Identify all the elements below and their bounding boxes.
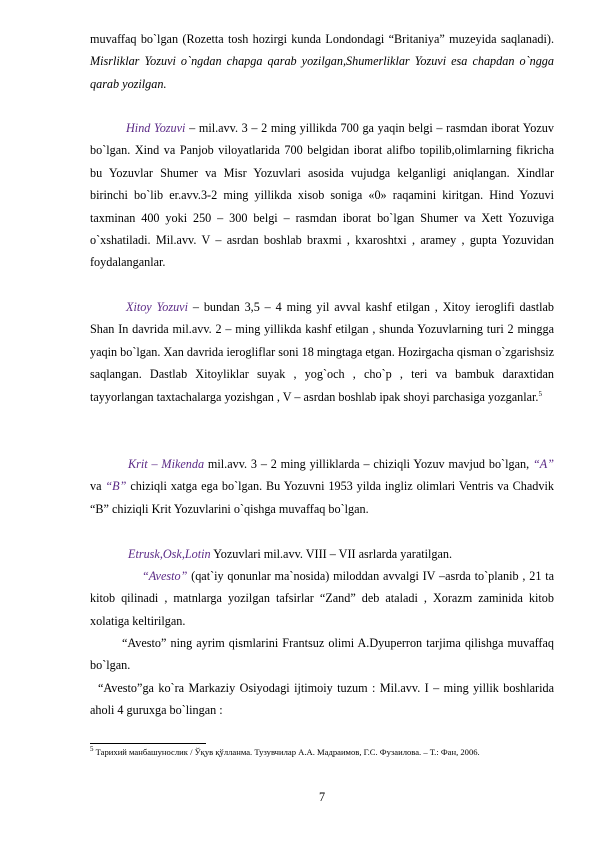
paragraph-krit-mikenda: [90, 453, 554, 520]
italic-note: Misrliklar Yozuvi o`ngdan chapga qarab yozilgan,Shumerliklar Yozuvi esa chapdan o`ngga qarab yozilgan.: [90, 54, 554, 91]
term-b: “B”: [105, 479, 127, 494]
footnote-ref[interactable]: 5: [538, 389, 542, 398]
term-a: “A”: [532, 457, 554, 471]
paragraph-avesto-dyuperron: [90, 632, 554, 677]
text-span: Yozuvlari mil.avv. VIII – VII asrlarda yaratilgan.: [210, 547, 453, 561]
text-span: (qat`iy qonunlar ma`nosida) miloddan avvalgi IV –asrda to`planib , 21 ta kitob qilinadi , matnlarga yozilgan tafsirlar “Zand” deb ataladi , Xorazm zaminida kitob xolatiga keltirilgan.: [90, 569, 554, 628]
text-span: – mil.avv. 3 – 2 ming yillikda 700 ga yaqin belgi – rasmdan iborat Yozuv bo`lgan. Xind va Panjob viloyatlarida 700 belgidan iborat alifbo topilib,olimlarning fikricha bu Yozuvlar Shumer va Misr Yozuvlari asosida vujudga kelganligi aniqlangan. Xindlar birinchi bo`lib er.avv.3-2 ming yillikda xisob soniga «0» raqamini kiritgan. Hind Yozuvi taxminan 400 yoki 250 – 300 belgi – rasmdan iborat bo`lgan Shumer va Xett Yozuviga o`xshatiladi. Mil.avv. V – asrdan boshlab braxmi , kxaroshtxi , aramey , gupta Yozuvidan foydalanganlar.: [90, 121, 554, 270]
footnote: [90, 746, 554, 758]
term-krit-mikenda: Krit – Mikenda: [128, 457, 205, 471]
text-span: va: [90, 479, 106, 494]
text-span: “Avesto” ning ayrim qismlarini Frantsuz olimi A.Dyuperron tarjima qilishga muvaffaq bo`lgan.: [90, 636, 554, 673]
term-etrusk-osk-lotin: Etrusk,Osk,Lotin: [128, 547, 211, 561]
text-span: – bundan 3,5 – 4 ming yil avval kashf etilgan , Xitoy ieroglifi dastlab Shan In davrida mil.avv. 2 – ming yillikda kashf etilgan , shunda Yozuvlarning turi 2 mingga yaqin bo`lgan. Xan davrida ierogliflar soni 18 mingtaga etgan. Hozirgacha qisman o`zgarishsiz saqlangan. Dastlab Xitoyliklar suyak , yog`och , cho`p , teri va bambuk daraxtidan tayyorlangan taxtachalarga yozishgan , V – asrdan boshlab ipak shoyi parchasiga yozganlar.: [90, 300, 555, 404]
footnote-text: Тарихий манбашунослик / Ўқув қўлланма. Тузувчилар А.А. Мадраимов, Г.С. Фузаилова. – Т.: Фан, 2006.: [93, 747, 480, 757]
page-number: 7: [318, 790, 326, 804]
text-span: chiziqli xatga ega bo`lgan. Bu Yozuvni 1953 yilda ingliz olimlari Ventris va Chadvik “B” chiziqli Krit Yozuvlarini o`qishga muvaffaq bo`lgan.: [90, 479, 554, 516]
paragraph-xitoy-yozuvi: [90, 296, 554, 408]
paragraph-avesto-tuzum: [90, 677, 554, 722]
paragraph-etrusk: [90, 543, 554, 565]
footnote-divider: [90, 743, 206, 744]
term-hind-yozuvi: Hind Yozuvi: [126, 121, 186, 135]
paragraph-hind-yozuvi: [90, 117, 554, 274]
paragraph-rozetta: [90, 28, 554, 95]
text-span: muvaffaq bo`lgan (Rozetta tosh hozirgi kunda Londondagi “Britaniya” muzeyida saqlanadi).: [90, 32, 554, 46]
term-xitoy-yozuvi: Xitoy Yozuvi: [126, 300, 188, 314]
paragraph-avesto: [90, 565, 554, 632]
footnote-mark: 5: [90, 745, 94, 754]
text-span: “Avesto”ga ko`ra Markaziy Osiyodagi ijtimoiy tuzum : Mil.avv. I – ming yillik boshlarida aholi 4 guruxga bo`lingan :: [90, 681, 554, 718]
term-avesto: “Avesto”: [142, 569, 188, 583]
text-span: mil.avv. 3 – 2 ming yilliklarda – chiziqli Yozuv mavjud bo`lgan,: [204, 457, 533, 471]
